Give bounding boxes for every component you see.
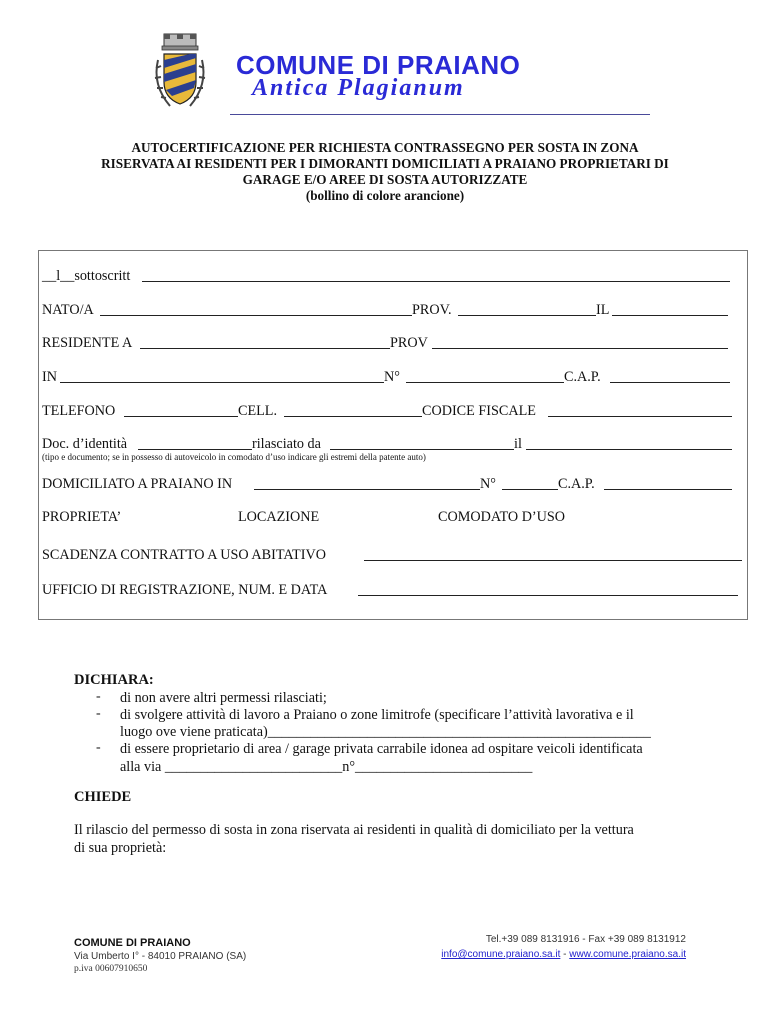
label-scadenza: SCADENZA CONTRATTO A USO ABITATIVO xyxy=(42,547,326,563)
label-cell: CELL. xyxy=(238,403,278,419)
chiede-heading: CHIEDE xyxy=(74,789,132,805)
field-prov-residenza[interactable] xyxy=(432,348,728,349)
dichiara-item: di essere proprietario di area / garage privata carrabile idonea ad ospitare veicoli identificata xyxy=(120,741,643,757)
bullet-dash: - xyxy=(96,706,101,721)
label-prov-residenza: PROV xyxy=(390,335,428,351)
dichiara-item: di non avere altri permessi rilasciati; xyxy=(120,690,327,706)
field-scadenza[interactable] xyxy=(364,560,742,561)
label-domiciliato: DOMICILIATO A PRAIANO IN xyxy=(42,476,233,492)
label-numero: N° xyxy=(384,369,400,385)
title-line: RISERVATA AI RESIDENTI PER I DIMORANTI DOMICILIATI A PRAIANO PROPRIETARI DI xyxy=(101,156,669,171)
field-documento[interactable] xyxy=(138,449,252,450)
document-title xyxy=(40,140,730,204)
footer-separator: - xyxy=(560,949,570,960)
field-data-rilascio[interactable] xyxy=(526,449,732,450)
chiede-text: di sua proprietà: xyxy=(74,840,167,856)
field-telefono[interactable] xyxy=(124,416,238,417)
footer-address: Via Umberto I° - 84010 PRAIANO (SA) xyxy=(74,951,247,962)
title-line: AUTOCERTIFICAZIONE PER RICHIESTA CONTRASSEGNO PER SOSTA IN ZONA xyxy=(131,140,639,155)
field-residente[interactable] xyxy=(140,348,390,349)
chiede-text: Il rilascio del permesso di sosta in zona riservata ai residenti in qualità di domiciliato per la vettura xyxy=(74,822,634,838)
title-line: GARAGE E/O AREE DI SOSTA AUTORIZZATE xyxy=(242,172,528,187)
label-cap-domicilio: C.A.P. xyxy=(558,476,595,492)
header-divider xyxy=(230,114,650,115)
label-il-documento: il xyxy=(514,436,522,452)
document-note: (tipo e documento; se in possesso di autoveicolo in comodato d’uso indicare gli estremi della patente auto) xyxy=(42,452,426,462)
coat-of-arms-icon xyxy=(150,30,210,114)
footer-email-link[interactable]: info@comune.praiano.sa.it xyxy=(441,949,561,960)
label-telefono: TELEFONO xyxy=(42,403,116,419)
field-sottoscritto[interactable] xyxy=(142,281,730,282)
label-codice-fiscale: CODICE FISCALE xyxy=(422,403,536,419)
footer-links xyxy=(360,949,686,960)
label-in: IN xyxy=(42,369,57,385)
field-cell[interactable] xyxy=(284,416,422,417)
label-cap: C.A.P. xyxy=(564,369,601,385)
brand-title: COMUNE DI PRAIANO xyxy=(236,50,521,80)
field-ufficio[interactable] xyxy=(358,595,738,596)
dichiara-item-continued[interactable]: luogo ove viene praticata)______________________________________________________ xyxy=(120,724,651,740)
field-codice-fiscale[interactable] xyxy=(548,416,732,417)
title-subline: (bollino di colore arancione) xyxy=(305,188,465,203)
label-residente: RESIDENTE A xyxy=(42,335,133,351)
dichiara-item-continued[interactable]: alla via _________________________n°_________________________ xyxy=(120,759,533,775)
field-nato[interactable] xyxy=(100,315,412,316)
label-sottoscritto: __l__sottoscritt xyxy=(42,268,131,284)
label-numero-domicilio: N° xyxy=(480,476,496,492)
footer-piva: p.iva 00607910650 xyxy=(74,964,148,974)
option-proprieta[interactable]: PROPRIETA’ xyxy=(42,509,122,525)
field-prov[interactable] xyxy=(458,315,596,316)
label-il: IL xyxy=(596,302,610,318)
footer-name: COMUNE DI PRAIANO xyxy=(74,937,191,949)
bullet-dash: - xyxy=(96,740,101,755)
dichiara-heading: DICHIARA: xyxy=(74,672,154,688)
label-documento: Doc. d’identità xyxy=(42,436,128,452)
option-comodato[interactable]: COMODATO D’USO xyxy=(438,509,566,525)
dichiara-item: di svolgere attività di lavoro a Praiano o zone limitrofe (specificare l’attività lavorativa e il xyxy=(120,707,634,723)
field-domicilio[interactable] xyxy=(254,489,480,490)
field-numero[interactable] xyxy=(406,382,564,383)
footer-phone: Tel.+39 089 8131916 - Fax +39 089 8131912 xyxy=(485,934,686,945)
label-ufficio: UFFICIO DI REGISTRAZIONE, NUM. E DATA xyxy=(42,582,328,598)
field-cap-domicilio[interactable] xyxy=(604,489,732,490)
label-rilasciato: rilasciato da xyxy=(252,436,321,452)
brand-motto: Antica Plagianum xyxy=(252,75,465,101)
field-data-nascita[interactable] xyxy=(612,315,728,316)
footer-web-link[interactable]: www.comune.praiano.sa.it xyxy=(569,949,686,960)
label-nato: NATO/A xyxy=(42,302,94,318)
field-numero-domicilio[interactable] xyxy=(502,489,558,490)
option-locazione[interactable]: LOCAZIONE xyxy=(238,509,320,525)
field-indirizzo[interactable] xyxy=(60,382,384,383)
label-prov: PROV. xyxy=(412,302,452,318)
field-rilasciato[interactable] xyxy=(330,449,514,450)
field-cap[interactable] xyxy=(610,382,730,383)
bullet-dash: - xyxy=(96,689,101,704)
